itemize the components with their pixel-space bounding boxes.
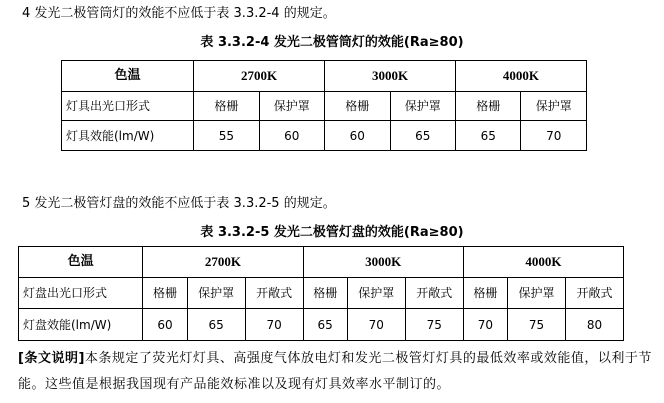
table5-efficacy-cell: 75 (405, 309, 463, 341)
table5-efficacy-cell: 70 (245, 309, 303, 341)
table5-efficacy-cell: 65 (187, 309, 245, 341)
table5-outlet-cell: 开敞式 (405, 278, 463, 309)
table4-outlet-label: 灯具出光口形式 (62, 92, 194, 121)
table4-outlet-cell: 保护罩 (521, 92, 587, 121)
table5-outlet-cell: 格栅 (303, 278, 347, 309)
table5-efficacy-cell: 75 (508, 309, 566, 341)
table4-efficacy-cell: 55 (194, 121, 259, 151)
table4-efficacy-cell: 70 (521, 121, 587, 151)
table5-outlet-cell: 保护罩 (508, 278, 566, 309)
table5-efficacy-cell: 70 (347, 309, 405, 341)
table5-temp: 2700K (143, 247, 303, 278)
table5-outlet-label: 灯盘出光口形式 (19, 278, 143, 309)
table4-temp: 4000K (455, 61, 586, 92)
table5-efficacy-cell: 70 (463, 309, 507, 341)
table4-outlet-cell: 格栅 (455, 92, 520, 121)
table4-efficacy-cell: 60 (325, 121, 390, 151)
section4-paragraph: 4 发光二极管筒灯的效能不应低于表 3.3.2-4 的规定。 (22, 6, 336, 21)
table5-outlet-cell: 开敞式 (245, 278, 303, 309)
section5-paragraph: 5 发光二极管灯盘的效能不应低于表 3.3.2-5 的规定。 (22, 196, 336, 211)
table4-efficacy-cell: 65 (455, 121, 520, 151)
table4-header-label: 色温 (62, 61, 194, 92)
table4-caption: 表 3.3.2-4 发光二极管筒灯的效能(Ra≥80) (200, 35, 464, 50)
table4-efficacy-cell: 65 (390, 121, 455, 151)
table4-outlet-cell: 格栅 (325, 92, 390, 121)
note-text: 本条规定了荧光灯灯具、高强度气体放电灯和发光二极管灯灯具的最低效率或效能值，以利于节能。这些值是根据我国现有产品能效标准以及现有灯具效率水平制订的。 (18, 351, 652, 392)
table5-temp: 4000K (463, 247, 623, 278)
table5-outlet-cell: 保护罩 (187, 278, 245, 309)
table4-temp: 2700K (194, 61, 325, 92)
table-3-3-2-4 (61, 60, 587, 151)
note-label: [条文说明] (18, 351, 85, 366)
table5-outlet-cell: 开敞式 (566, 278, 624, 309)
table4-outlet-cell: 保护罩 (259, 92, 324, 121)
table5-outlet-cell: 保护罩 (347, 278, 405, 309)
table5-temp: 3000K (303, 247, 463, 278)
table4-outlet-cell: 保护罩 (390, 92, 455, 121)
table5-efficacy-label: 灯盘效能(lm/W) (19, 309, 143, 341)
table5-efficacy-cell: 60 (143, 309, 187, 341)
table5-header-label: 色温 (19, 247, 143, 278)
table4-temp: 3000K (325, 61, 456, 92)
table5-outlet-cell: 格栅 (143, 278, 187, 309)
table4-efficacy-cell: 60 (259, 121, 324, 151)
explanatory-note (18, 346, 658, 398)
table4-outlet-cell: 格栅 (194, 92, 259, 121)
table5-caption: 表 3.3.2-5 发光二极管灯盘的效能(Ra≥80) (200, 225, 464, 240)
table5-efficacy-cell: 80 (566, 309, 624, 341)
table4-efficacy-label: 灯具效能(lm/W) (62, 121, 194, 151)
table5-outlet-cell: 格栅 (463, 278, 507, 309)
table-3-3-2-5 (18, 246, 624, 341)
table5-efficacy-cell: 65 (303, 309, 347, 341)
